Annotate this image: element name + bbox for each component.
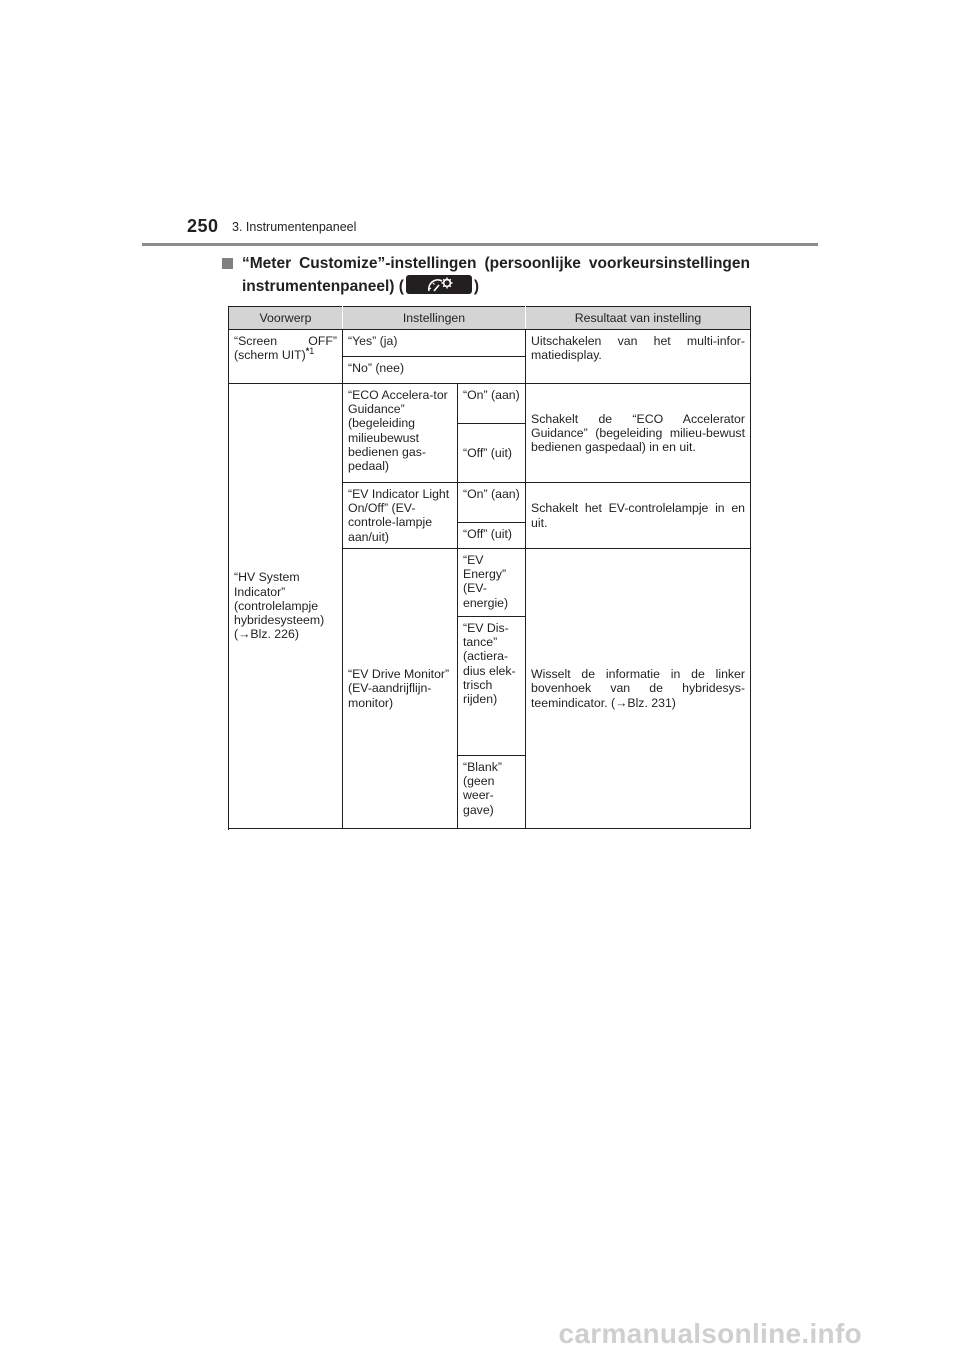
item-screen-off <box>229 330 343 384</box>
setting-eco-off: “Off” (uit) <box>458 424 526 483</box>
setting-ev-distance: “EV Dis-tance” (actiera-dius elek-trisch rijden) <box>458 617 526 756</box>
column-header-settings: Instellingen <box>343 307 526 330</box>
gauge-settings-icon <box>406 275 472 294</box>
setting-ev-light-off: “Off” (uit) <box>458 523 526 549</box>
sub-item-eco-guidance: “ECO Accelera-tor Guidance” (begeleiding milieubewust bedienen gas-pedaal) <box>343 384 458 483</box>
result-ev-indicator-light: Schakelt het EV-controlelampje in en uit. <box>526 483 751 549</box>
setting-blank: “Blank” (geen weer-gave) <box>458 756 526 829</box>
setting-yes: “Yes” (ja) <box>343 330 526 357</box>
item-hv-system-indicator: “HV System Indicator” (controlelampje hybridesysteem) (→Blz. 226) <box>229 384 343 829</box>
table-row <box>229 330 751 357</box>
heading-line-1: “Meter Customize”-instellingen (persoonlijke voorkeursinstellingen <box>242 255 750 272</box>
chapter-title: 3. Instrumentenpaneel <box>232 220 357 234</box>
heading-line-2-suffix: ) <box>473 278 480 295</box>
footnote-marker: *1 <box>305 346 315 357</box>
sub-item-ev-drive-monitor: “EV Drive Monitor” (EV-aandrijflijn-monitor) <box>343 549 458 829</box>
table-header-row <box>229 307 751 330</box>
heading-line-2 <box>242 275 479 298</box>
result-screen-off: Uitschakelen van het multi-infor-matiedisplay. <box>526 330 751 384</box>
column-header-item: Voorwerp <box>229 307 343 330</box>
setting-no: “No” (nee) <box>343 357 526 384</box>
result-ev-drive-monitor: Wisselt de informatie in de linker bovenhoek van de hybridesys-teemindicator. (→Blz. 231) <box>526 549 751 829</box>
sub-item-ev-indicator-light: “EV Indicator Light On/Off” (EV-controle-lampje aan/uit) <box>343 483 458 549</box>
result-eco-guidance: Schakelt de “ECO Accelerator Guidance” (begeleiding milieu-bewust bedienen gaspedaal) in en uit. <box>526 384 751 483</box>
settings-table <box>228 306 751 829</box>
square-bullet-icon <box>222 258 233 269</box>
table-row <box>229 384 751 424</box>
setting-ev-energy: “EV Energy” (EV-energie) <box>458 549 526 617</box>
item-screen-off-label: “Screen OFF” (scherm UIT) <box>234 334 337 363</box>
setting-eco-on: “On” (aan) <box>458 384 526 424</box>
heading-line-2-prefix: instrumentenpaneel) ( <box>242 278 404 295</box>
watermark: carmanualsonline.info <box>558 1318 862 1349</box>
setting-ev-light-on: “On” (aan) <box>458 483 526 523</box>
column-header-result: Resultaat van instelling <box>526 307 751 330</box>
page-number: 250 <box>187 216 219 236</box>
header-rule <box>142 243 818 246</box>
